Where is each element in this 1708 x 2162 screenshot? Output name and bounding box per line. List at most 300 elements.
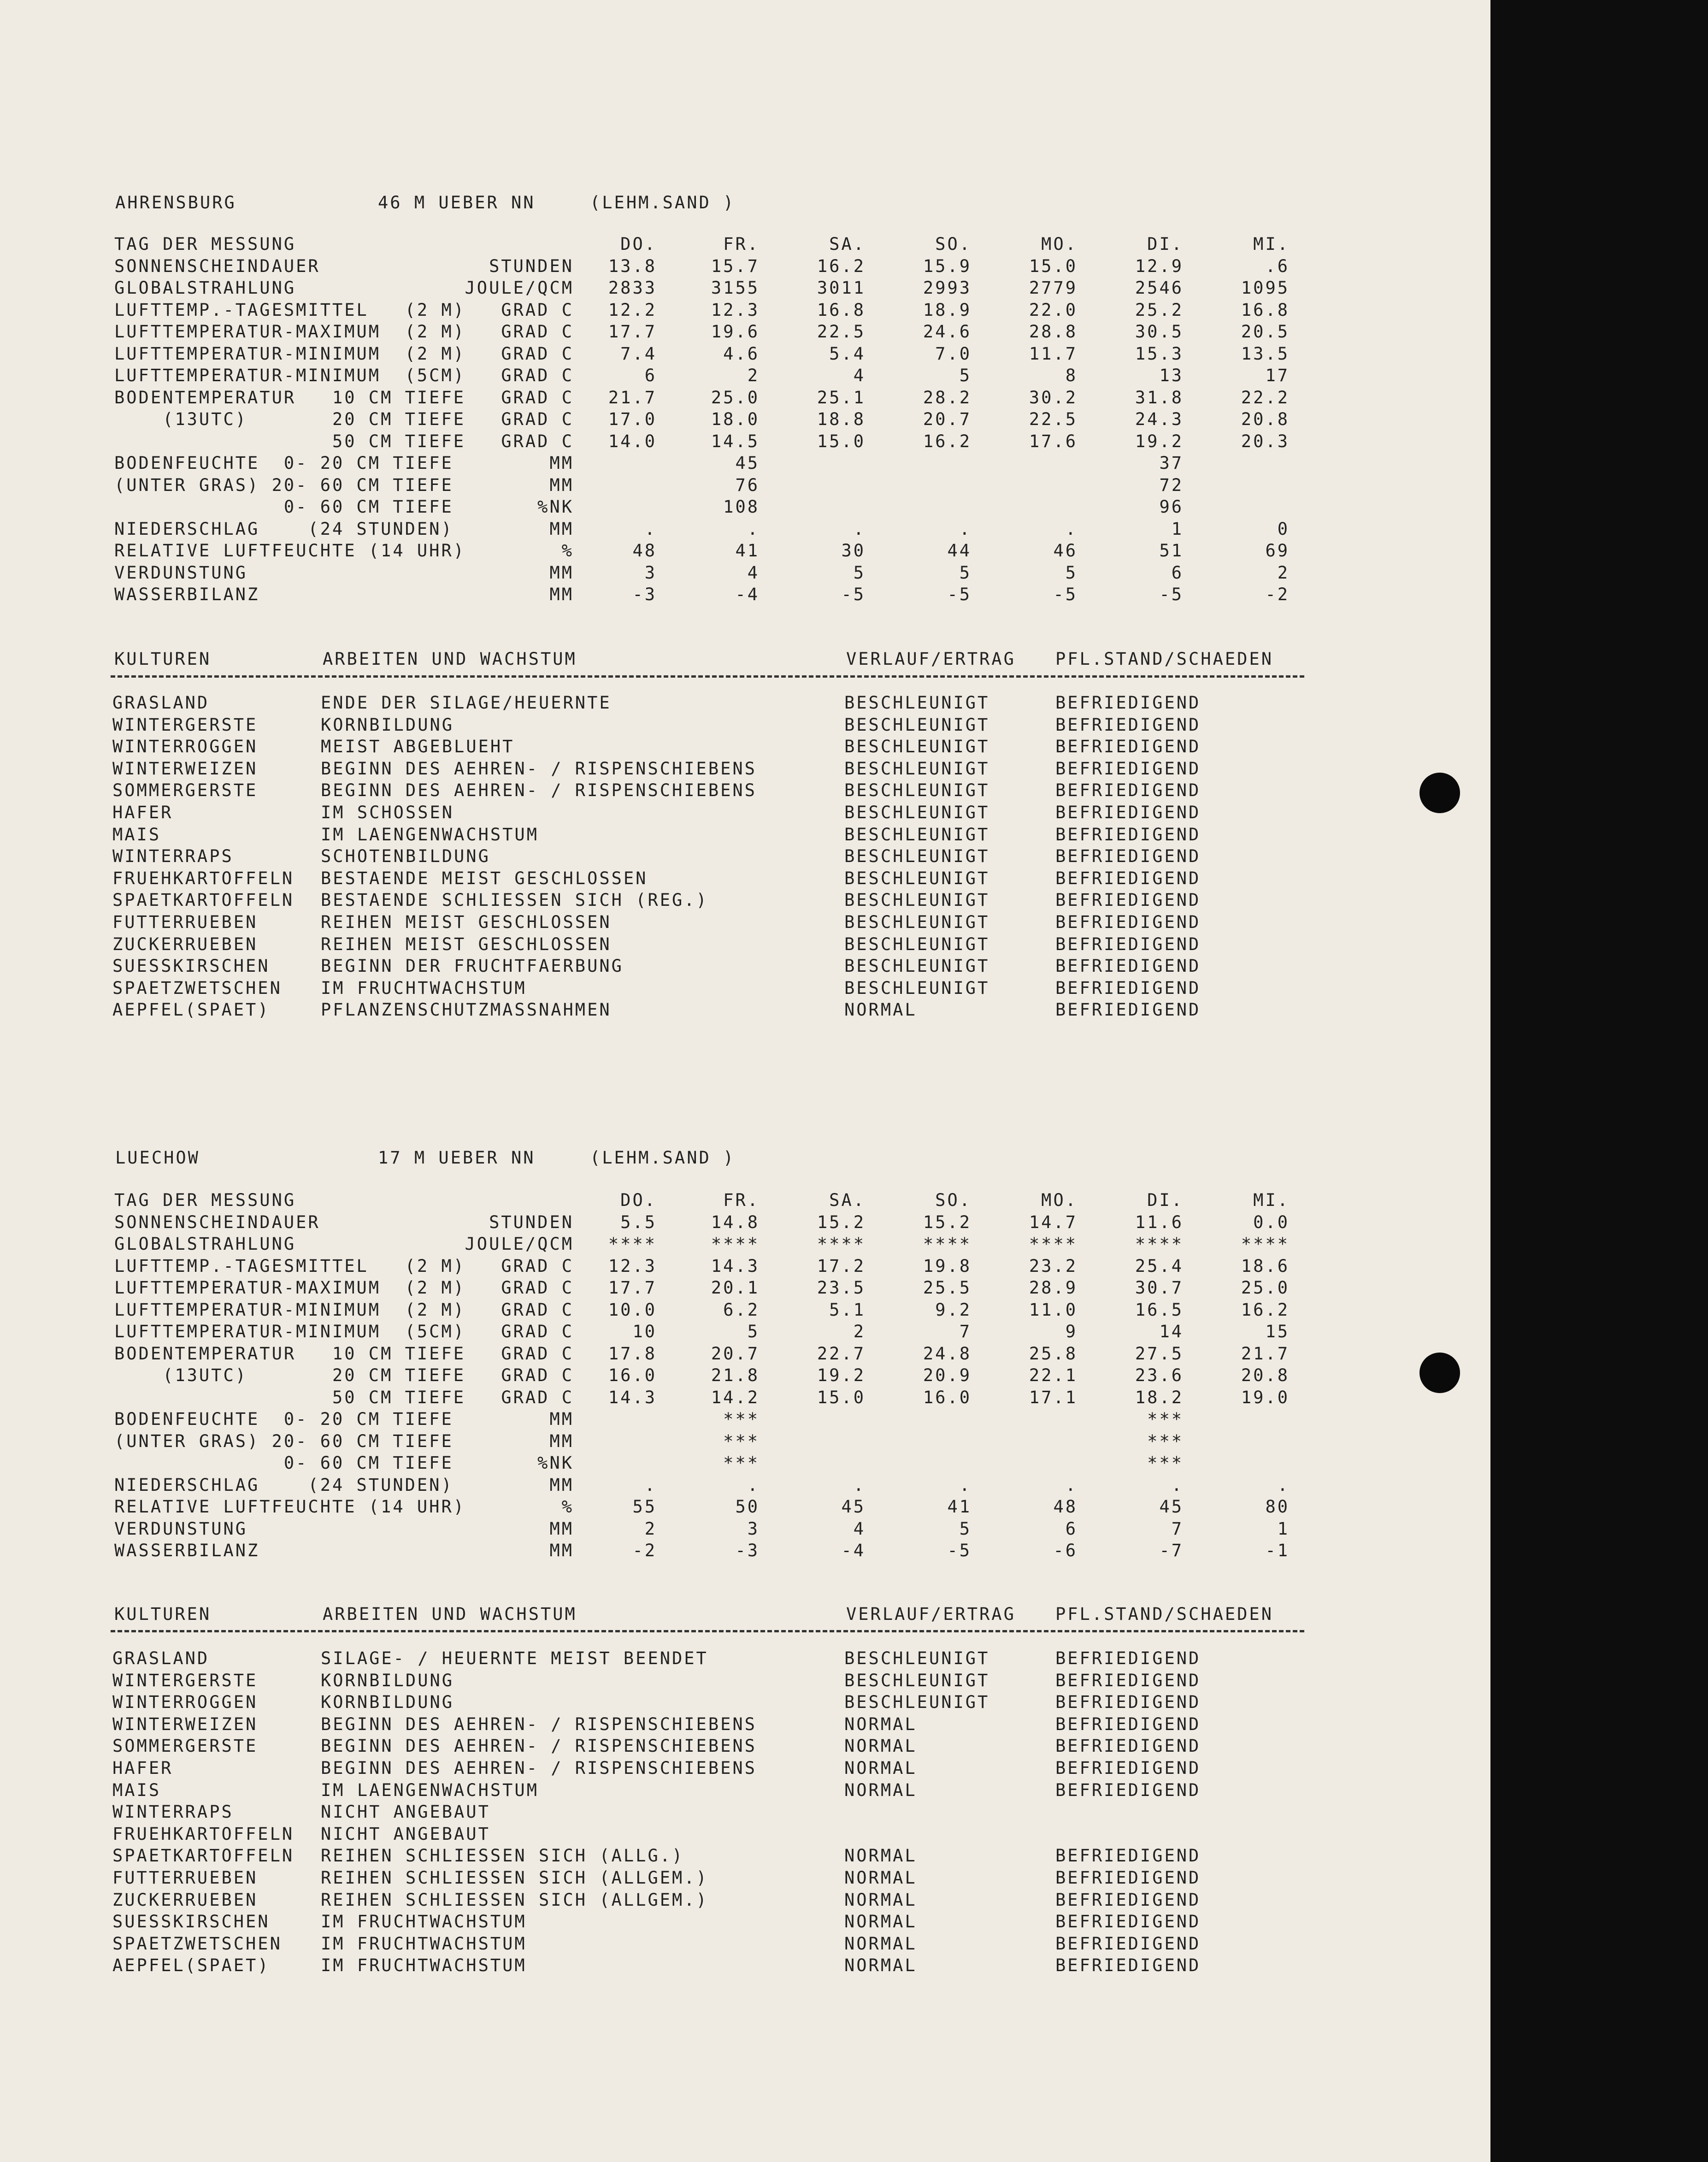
measure-value: 16.2 [817, 256, 866, 276]
measure-value: 51 [1159, 541, 1184, 561]
measure-unit: % [561, 541, 574, 561]
measure-value: 25.8 [1029, 1344, 1078, 1364]
measure-value: 48 [1053, 1497, 1078, 1517]
measure-value: -2 [632, 1541, 657, 1560]
crops-header-state: PFL.STAND/SCHAEDEN [1055, 649, 1273, 669]
measure-value: 5 [747, 1322, 760, 1341]
measure-unit: STUNDEN [489, 256, 574, 276]
measure-value: 16.5 [1135, 1300, 1184, 1320]
crop-work: IM FRUCHTWACHSTUM [321, 1955, 527, 1975]
measure-value: 12.2 [608, 300, 657, 320]
measure-value: 11.7 [1029, 344, 1078, 364]
crop-name: HAFER [112, 803, 173, 822]
measure-value: . [959, 1475, 972, 1495]
crop-work: SCHOTENBILDUNG [321, 846, 490, 866]
crop-state: BEFRIEDIGEND [1055, 737, 1201, 756]
measure-unit: GRAD C [501, 1388, 574, 1407]
crop-state: BEFRIEDIGEND [1055, 1934, 1201, 1954]
crop-state: BEFRIEDIGEND [1055, 1780, 1201, 1800]
measure-value: 23.6 [1135, 1365, 1184, 1385]
measure-value: *** [1147, 1431, 1184, 1451]
measure-value: 30.2 [1029, 388, 1078, 408]
measure-value: 25.4 [1135, 1256, 1184, 1276]
measure-value: **** [817, 1234, 866, 1254]
measure-label: RELATIVE LUFTFEUCHTE (14 UHR) [114, 1497, 466, 1517]
measure-label: LUFTTEMPERATUR-MAXIMUM (2 M) [114, 322, 466, 342]
crops-header-work: ARBEITEN UND WACHSTUM [323, 649, 577, 669]
measure-label: BODENFEUCHTE 0- 20 CM TIEFE [114, 453, 454, 473]
crop-state: BEFRIEDIGEND [1055, 1955, 1201, 1975]
day-header: SO. [935, 1190, 972, 1210]
measure-value: . [1065, 1475, 1078, 1495]
measure-value: . [853, 519, 866, 539]
crop-trend: BESCHLEUNIGT [844, 1692, 990, 1712]
measure-value: 14.0 [608, 431, 657, 451]
crop-work: BESTAENDE MEIST GESCHLOSSEN [321, 868, 648, 888]
measure-value: 15.0 [1029, 256, 1078, 276]
measure-unit: GRAD C [501, 409, 574, 429]
crop-name: AEPFEL(SPAET) [112, 1000, 270, 1020]
measure-value: *** [1147, 1409, 1184, 1429]
measure-value: 12.9 [1135, 256, 1184, 276]
measure-value: 24.8 [923, 1344, 972, 1364]
measure-value: 4 [747, 563, 760, 583]
measure-value: 45 [841, 1497, 866, 1517]
measure-value: 20.1 [711, 1278, 760, 1298]
measure-value: 15.7 [711, 256, 760, 276]
measure-value: 23.2 [1029, 1256, 1078, 1276]
measure-value: 15 [1265, 1322, 1290, 1341]
measure-value: 21.7 [608, 388, 657, 408]
measure-value: 17.0 [608, 409, 657, 429]
measure-unit: GRAD C [501, 1278, 574, 1298]
crop-state: BEFRIEDIGEND [1055, 978, 1201, 998]
day-header: MI. [1253, 1190, 1290, 1210]
measure-value: 5 [1065, 563, 1078, 583]
measure-value: 18.6 [1241, 1256, 1290, 1276]
crop-name: FRUEHKARTOFFELN [112, 1824, 294, 1844]
measure-value: 22.2 [1241, 388, 1290, 408]
measure-label: (13UTC) 20 CM TIEFE [114, 1365, 466, 1385]
crop-state: BEFRIEDIGEND [1055, 934, 1201, 954]
crop-work: BEGINN DES AEHREN- / RISPENSCHIEBENS [321, 780, 757, 800]
measure-value: 17.6 [1029, 431, 1078, 451]
measure-unit: MM [549, 1431, 574, 1451]
measure-value: . [747, 519, 760, 539]
measure-unit: GRAD C [501, 344, 574, 364]
crop-trend: NORMAL [844, 1714, 917, 1734]
day-header: DO. [620, 234, 657, 254]
measure-value: 15.2 [923, 1212, 972, 1232]
crop-trend: BESCHLEUNIGT [844, 803, 990, 822]
measure-label: SONNENSCHEINDAUER [114, 1212, 320, 1232]
measure-value: 7.4 [620, 344, 657, 364]
measure-value: -3 [735, 1541, 760, 1560]
measure-unit: GRAD C [501, 322, 574, 342]
measure-value: 14.3 [608, 1388, 657, 1407]
measure-value: **** [923, 1234, 972, 1254]
crop-work: IM FRUCHTWACHSTUM [321, 978, 527, 998]
crop-trend: BESCHLEUNIGT [844, 890, 990, 910]
crop-name: SPAETZWETSCHEN [112, 1934, 282, 1954]
measure-value: 21.8 [711, 1365, 760, 1385]
measure-value: 30.7 [1135, 1278, 1184, 1298]
measure-value: 16.0 [923, 1388, 972, 1407]
measure-unit: MM [549, 1541, 574, 1560]
measure-value: 7 [959, 1322, 972, 1341]
measure-value: 12.3 [608, 1256, 657, 1276]
measure-unit: MM [549, 585, 574, 604]
measure-value: 13.5 [1241, 344, 1290, 364]
measure-value: 5 [959, 563, 972, 583]
measure-value: 48 [632, 541, 657, 561]
measure-value: 17.7 [608, 1278, 657, 1298]
crops-header-work: ARBEITEN UND WACHSTUM [323, 1604, 577, 1624]
measure-value: 46 [1053, 541, 1078, 561]
measure-unit: STUNDEN [489, 1212, 574, 1232]
measure-value: 22.1 [1029, 1365, 1078, 1385]
crop-trend: BESCHLEUNIGT [844, 1671, 990, 1690]
measure-value: 2 [644, 1519, 657, 1539]
measure-label: 0- 60 CM TIEFE [114, 1453, 454, 1473]
measure-label: LUFTTEMPERATUR-MINIMUM (5CM) [114, 1322, 466, 1341]
crop-trend: BESCHLEUNIGT [844, 978, 990, 998]
measure-value: 20.3 [1241, 431, 1290, 451]
crop-work: REIHEN SCHLIESSEN SICH (ALLGEM.) [321, 1890, 708, 1910]
day-header: FR. [723, 1190, 760, 1210]
measure-unit: MM [549, 475, 574, 495]
crop-trend: BESCHLEUNIGT [844, 825, 990, 845]
measure-label: LUFTTEMPERATUR-MINIMUM (2 M) [114, 344, 466, 364]
measure-value: 18.8 [817, 409, 866, 429]
measure-label: WASSERBILANZ [114, 1541, 260, 1560]
day-header: FR. [723, 234, 760, 254]
measure-value: 2779 [1029, 278, 1078, 298]
crop-work: BEGINN DES AEHREN- / RISPENSCHIEBENS [321, 759, 757, 779]
measure-unit: GRAD C [501, 366, 574, 385]
measure-value: 16.2 [1241, 1300, 1290, 1320]
measure-value: 20.5 [1241, 322, 1290, 342]
measure-value: 10 [632, 1322, 657, 1341]
measure-value: 16.8 [817, 300, 866, 320]
crop-work: ENDE DER SILAGE/HEUERNTE [321, 693, 612, 713]
measure-value: 3 [644, 563, 657, 583]
station-name: LUECHOW [115, 1148, 200, 1168]
measure-value: 30 [841, 541, 866, 561]
measure-value: . [1065, 519, 1078, 539]
crop-state: BEFRIEDIGEND [1055, 1868, 1201, 1888]
measure-value: 4.6 [723, 344, 760, 364]
crop-state: BEFRIEDIGEND [1055, 912, 1201, 932]
measure-label: VERDUNSTUNG [114, 1519, 248, 1539]
measure-label: BODENTEMPERATUR 10 CM TIEFE [114, 388, 466, 408]
measure-value: 9 [1065, 1322, 1078, 1341]
measure-value: 21.7 [1241, 1344, 1290, 1364]
measure-value: 69 [1265, 541, 1290, 561]
measure-label: BODENFEUCHTE 0- 20 CM TIEFE [114, 1409, 454, 1429]
measure-unit: MM [549, 519, 574, 539]
measure-value: 14.7 [1029, 1212, 1078, 1232]
crop-name: MAIS [112, 1780, 161, 1800]
measure-value: 25.2 [1135, 300, 1184, 320]
crop-name: WINTERRAPS [112, 1802, 234, 1822]
measure-label: 50 CM TIEFE [114, 431, 466, 451]
measure-value: 11.6 [1135, 1212, 1184, 1232]
measure-value: 1 [1171, 519, 1184, 539]
crop-work: KORNBILDUNG [321, 1692, 454, 1712]
day-header: DI. [1147, 1190, 1184, 1210]
measure-value: 2546 [1135, 278, 1184, 298]
crop-name: SUESSKIRSCHEN [112, 1912, 270, 1932]
measure-unit: MM [549, 563, 574, 583]
crop-trend: NORMAL [844, 1736, 917, 1756]
day-header: DO. [620, 1190, 657, 1210]
measure-value: -5 [947, 1541, 972, 1560]
measure-label: (UNTER GRAS) 20- 60 CM TIEFE [114, 1431, 454, 1451]
measure-unit: GRAD C [501, 431, 574, 451]
measure-value: 14.8 [711, 1212, 760, 1232]
crop-work: BEGINN DES AEHREN- / RISPENSCHIEBENS [321, 1714, 757, 1734]
measure-value: 3155 [711, 278, 760, 298]
crop-trend: BESCHLEUNIGT [844, 912, 990, 932]
crop-name: SUESSKIRSCHEN [112, 956, 270, 976]
measure-value: **** [1241, 1234, 1290, 1254]
crop-work: KORNBILDUNG [321, 715, 454, 735]
measure-value: -5 [947, 585, 972, 604]
measure-unit: MM [549, 453, 574, 473]
crop-state: BEFRIEDIGEND [1055, 1890, 1201, 1910]
crops-header-crop: KULTUREN [114, 1604, 212, 1624]
crop-name: AEPFEL(SPAET) [112, 1955, 270, 1975]
measure-value: 5 [853, 563, 866, 583]
measure-value: 25.1 [817, 388, 866, 408]
crop-name: WINTERGERSTE [112, 715, 258, 735]
measure-value: 6 [1065, 1519, 1078, 1539]
measure-value: **** [1135, 1234, 1184, 1254]
measure-unit: MM [549, 1519, 574, 1539]
measure-label: 0- 60 CM TIEFE [114, 497, 454, 517]
crop-name: ZUCKERRUEBEN [112, 934, 258, 954]
measure-label: (13UTC) 20 CM TIEFE [114, 409, 466, 429]
measure-unit: GRAD C [501, 300, 574, 320]
crop-work: MEIST ABGEBLUEHT [321, 737, 515, 756]
measure-value: . [644, 519, 657, 539]
measure-value: 19.6 [711, 322, 760, 342]
measure-value: 44 [947, 541, 972, 561]
measure-value: 19.8 [923, 1256, 972, 1276]
crops-header-state: PFL.STAND/SCHAEDEN [1055, 1604, 1273, 1624]
measure-value: 17 [1265, 366, 1290, 385]
crop-trend: BESCHLEUNIGT [844, 846, 990, 866]
measure-value: 27.5 [1135, 1344, 1184, 1364]
measure-value: 9.2 [935, 1300, 972, 1320]
crop-name: GRASLAND [112, 1648, 210, 1668]
measure-value: **** [1029, 1234, 1078, 1254]
measure-value: 7 [1171, 1519, 1184, 1539]
crop-state: BEFRIEDIGEND [1055, 1758, 1201, 1778]
crop-name: HAFER [112, 1758, 173, 1778]
crop-trend: BESCHLEUNIGT [844, 693, 990, 713]
measure-value: 17.2 [817, 1256, 866, 1276]
measure-value: 0 [1277, 519, 1290, 539]
measure-value: 13 [1159, 366, 1184, 385]
crop-trend: NORMAL [844, 1955, 917, 1975]
measure-value: 28.8 [1029, 322, 1078, 342]
measure-value: 5.1 [829, 1300, 866, 1320]
measure-label: RELATIVE LUFTFEUCHTE (14 UHR) [114, 541, 466, 561]
measure-value: **** [608, 1234, 657, 1254]
crop-work: IM FRUCHTWACHSTUM [321, 1912, 527, 1932]
crop-work: REIHEN SCHLIESSEN SICH (ALLGEM.) [321, 1868, 708, 1888]
measure-value: 14.5 [711, 431, 760, 451]
measure-unit: MM [549, 1475, 574, 1495]
measure-value: -6 [1053, 1541, 1078, 1560]
measure-value: 1 [1277, 1519, 1290, 1539]
measure-value: -5 [1053, 585, 1078, 604]
crop-trend: NORMAL [844, 1912, 917, 1932]
measure-label: LUFTTEMPERATUR-MINIMUM (2 M) [114, 1300, 466, 1320]
crop-name: SOMMERGERSTE [112, 780, 258, 800]
measure-unit: % [561, 1497, 574, 1517]
measure-label: LUFTTEMPERATUR-MAXIMUM (2 M) [114, 1278, 466, 1298]
separator-line [111, 1630, 1304, 1632]
crop-state: BEFRIEDIGEND [1055, 1846, 1201, 1866]
crop-state: BEFRIEDIGEND [1055, 846, 1201, 866]
measure-unit: GRAD C [501, 1344, 574, 1364]
measure-value: . [1277, 1475, 1290, 1495]
measure-value: 76 [735, 475, 760, 495]
measure-value: -1 [1265, 1541, 1290, 1560]
crop-state: BEFRIEDIGEND [1055, 825, 1201, 845]
crops-header-trend: VERLAUF/ERTRAG [846, 1604, 1016, 1624]
punch-hole-icon [1419, 773, 1460, 813]
crop-name: WINTERROGGEN [112, 1692, 258, 1712]
measure-value: 2 [1277, 563, 1290, 583]
measure-value: 16.8 [1241, 300, 1290, 320]
measure-value: 23.5 [817, 1278, 866, 1298]
measure-label: LUFTTEMP.-TAGESMITTEL (2 M) [114, 1256, 466, 1276]
measure-value: 16.2 [923, 431, 972, 451]
measure-value: 15.0 [817, 1388, 866, 1407]
measure-value: 0.0 [1253, 1212, 1290, 1232]
measure-label: TAG DER MESSUNG [114, 1190, 296, 1210]
crop-work: PFLANZENSCHUTZMASSNAHMEN [321, 1000, 612, 1020]
measure-value: *** [1147, 1453, 1184, 1473]
measure-label: GLOBALSTRAHLUNG [114, 1234, 296, 1254]
crop-name: WINTERGERSTE [112, 1671, 258, 1690]
measure-value: -7 [1159, 1541, 1184, 1560]
measure-unit: %NK [537, 497, 574, 517]
measure-value: 15.3 [1135, 344, 1184, 364]
crop-trend: BESCHLEUNIGT [844, 934, 990, 954]
crop-trend: NORMAL [844, 1758, 917, 1778]
measure-value: 19.2 [1135, 431, 1184, 451]
crop-work: IM SCHOSSEN [321, 803, 454, 822]
measure-value: 12.3 [711, 300, 760, 320]
measure-unit: GRAD C [501, 1256, 574, 1276]
crop-name: FRUEHKARTOFFELN [112, 868, 294, 888]
crop-work: REIHEN MEIST GESCHLOSSEN [321, 934, 612, 954]
measure-value: . [959, 519, 972, 539]
measure-value: . [853, 1475, 866, 1495]
scan-background [1490, 0, 1708, 2162]
measure-label: WASSERBILANZ [114, 585, 260, 604]
measure-value: 3011 [817, 278, 866, 298]
crop-trend: BESCHLEUNIGT [844, 956, 990, 976]
crop-name: MAIS [112, 825, 161, 845]
measure-unit: JOULE/QCM [465, 278, 574, 298]
measure-label: NIEDERSCHLAG (24 STUNDEN) [114, 519, 454, 539]
measure-value: 5 [959, 1519, 972, 1539]
measure-value: 20.7 [711, 1344, 760, 1364]
measure-value: 15.2 [817, 1212, 866, 1232]
measure-value: 45 [1159, 1497, 1184, 1517]
measure-value: 22.5 [817, 322, 866, 342]
measure-value: -5 [1159, 585, 1184, 604]
measure-value: 80 [1265, 1497, 1290, 1517]
measure-value: -2 [1265, 585, 1290, 604]
crop-name: SPAETZWETSCHEN [112, 978, 282, 998]
day-header: MI. [1253, 234, 1290, 254]
measure-value: 11.0 [1029, 1300, 1078, 1320]
crops-header-trend: VERLAUF/ERTRAG [846, 649, 1016, 669]
measure-unit: GRAD C [501, 1365, 574, 1385]
measure-value: .6 [1265, 256, 1290, 276]
measure-value: 1095 [1241, 278, 1290, 298]
measure-value: 25.5 [923, 1278, 972, 1298]
measure-value: 7.0 [935, 344, 972, 364]
crop-state: BEFRIEDIGEND [1055, 1692, 1201, 1712]
crop-name: WINTERWEIZEN [112, 1714, 258, 1734]
measure-value: 30.5 [1135, 322, 1184, 342]
crop-work: IM LAENGENWACHSTUM [321, 1780, 539, 1800]
crop-trend: NORMAL [844, 1890, 917, 1910]
crops-header-crop: KULTUREN [114, 649, 212, 669]
crop-trend: BESCHLEUNIGT [844, 1648, 990, 1668]
measure-unit: GRAD C [501, 1322, 574, 1341]
measure-value: 15.9 [923, 256, 972, 276]
station-name: AHRENSBURG [115, 193, 236, 213]
measure-value: 20.8 [1241, 409, 1290, 429]
crop-trend: BESCHLEUNIGT [844, 715, 990, 735]
crop-trend: BESCHLEUNIGT [844, 780, 990, 800]
crop-state: BEFRIEDIGEND [1055, 1671, 1201, 1690]
measure-value: 15.0 [817, 431, 866, 451]
measure-value: 6 [644, 366, 657, 385]
measure-value: *** [723, 1409, 760, 1429]
measure-label: VERDUNSTUNG [114, 563, 248, 583]
crop-trend: BESCHLEUNIGT [844, 759, 990, 779]
measure-value: 6 [1171, 563, 1184, 583]
crop-work: KORNBILDUNG [321, 1671, 454, 1690]
measure-value: 17.7 [608, 322, 657, 342]
crop-name: ZUCKERRUEBEN [112, 1890, 258, 1910]
measure-value: 5 [959, 366, 972, 385]
crop-trend: NORMAL [844, 1934, 917, 1954]
measure-value: 20.8 [1241, 1365, 1290, 1385]
measure-unit: %NK [537, 1453, 574, 1473]
station-soil: (LEHM.SAND ) [590, 193, 736, 213]
crop-state: BEFRIEDIGEND [1055, 956, 1201, 976]
measure-value: 14 [1159, 1322, 1184, 1341]
measure-label: (UNTER GRAS) 20- 60 CM TIEFE [114, 475, 454, 495]
measure-value: 4 [853, 1519, 866, 1539]
crop-trend: BESCHLEUNIGT [844, 868, 990, 888]
measure-value: 28.9 [1029, 1278, 1078, 1298]
crop-work: SILAGE- / HEUERNTE MEIST BEENDET [321, 1648, 708, 1668]
measure-value: 3 [747, 1519, 760, 1539]
measure-label: BODENTEMPERATUR 10 CM TIEFE [114, 1344, 466, 1364]
